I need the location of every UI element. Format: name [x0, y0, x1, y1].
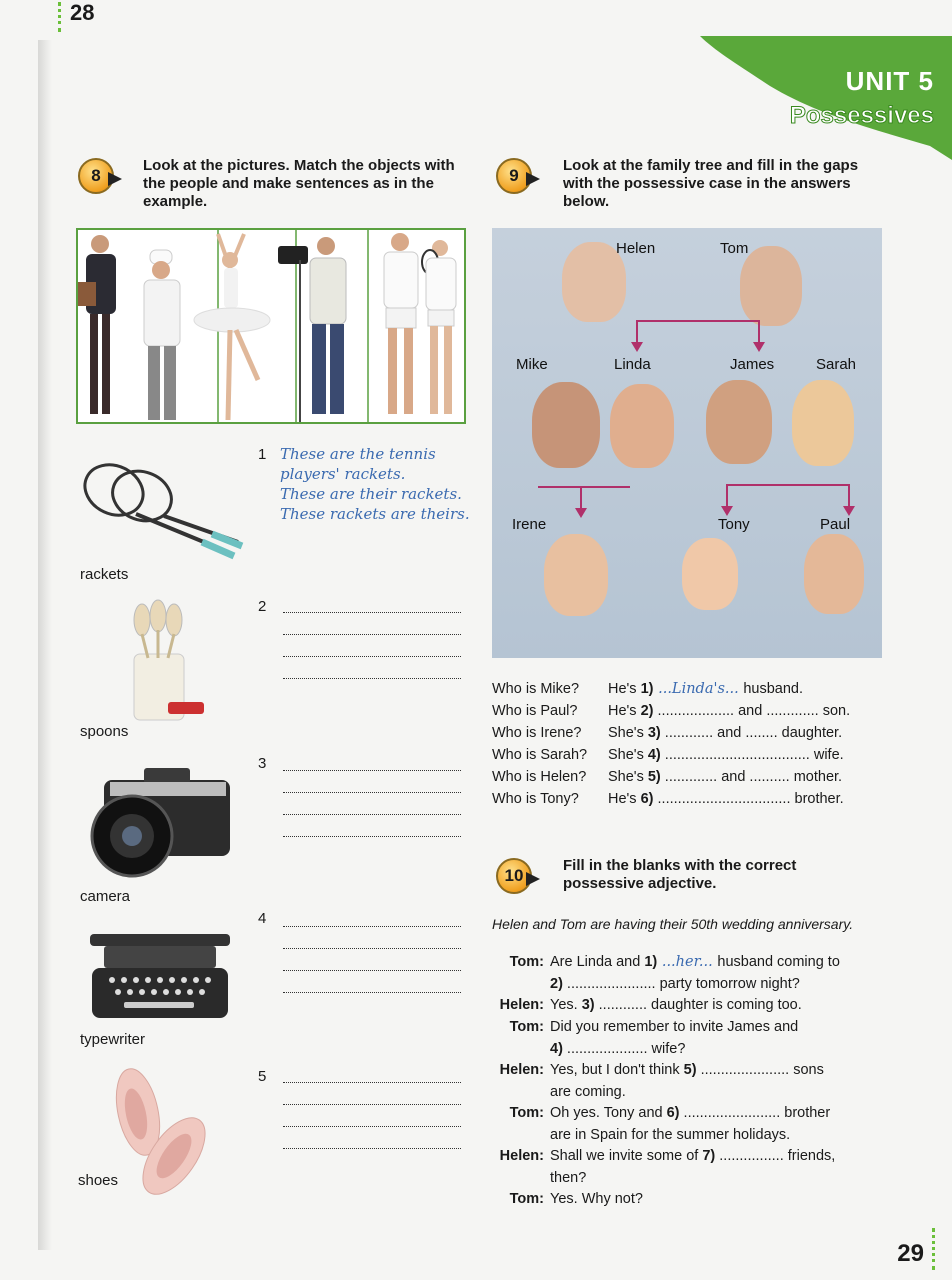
blank-number: 2) [550, 975, 563, 992]
exercise-number: 9 [496, 158, 532, 194]
blank-number: 6) [666, 1105, 680, 1121]
tree-name-helen: Helen [616, 240, 656, 257]
badge-arrow-icon [526, 172, 540, 186]
question: Who is Sarah? [492, 747, 588, 763]
ballet-shoes-icon [104, 1064, 214, 1204]
answer[interactable] [608, 725, 878, 741]
speech-text: .................... wife? [562, 1040, 686, 1057]
example-answer [280, 444, 470, 524]
family-tree [492, 228, 882, 658]
tree-name-james: James [730, 356, 775, 373]
speech [550, 1189, 880, 1211]
object-label: camera [80, 888, 131, 905]
binding-shadow [38, 40, 52, 1250]
answer-line[interactable] [283, 948, 461, 949]
speech-text: Did you remember to invite James and [550, 1019, 799, 1035]
answer-line[interactable] [283, 612, 461, 613]
tree-connector [726, 484, 728, 508]
arrow-down-icon [753, 342, 765, 352]
camera-icon [84, 764, 234, 880]
answer-prefix: She's [608, 725, 648, 741]
exercise-9-badge [496, 158, 540, 194]
tree-connector [538, 486, 630, 488]
tom-photo [740, 246, 802, 326]
speaker: Helen: [499, 997, 544, 1013]
speech-text: are in Spain for the summer holidays. [550, 1126, 791, 1143]
exercise-9-instruction: Look at the family tree and fill in the gaps with the possessive case in the answers below. [563, 157, 859, 210]
blank-number: 5) [647, 769, 661, 785]
answer-prefix: He's [608, 681, 641, 697]
tree-name-sarah: Sarah [816, 356, 857, 373]
page-number: 29 [897, 1240, 924, 1267]
tree-connector [636, 320, 760, 322]
speaker: Helen: [499, 1148, 544, 1164]
speech[interactable] [550, 1146, 880, 1189]
object-label: typewriter [80, 1031, 146, 1048]
speech-text: Shall we invite some of [550, 1148, 703, 1164]
exercise-8-badge [78, 158, 122, 194]
speech[interactable] [550, 995, 880, 1017]
answer-prefix: He's [608, 703, 641, 719]
answer[interactable] [608, 769, 878, 785]
answer-line[interactable] [283, 926, 461, 927]
exercise-10-badge [496, 858, 540, 894]
paul-photo [804, 534, 864, 614]
irene-photo [544, 534, 608, 616]
tree-name-linda: Linda [614, 356, 651, 373]
speech-text: then? [550, 1169, 587, 1186]
blank-number: 1) [640, 681, 654, 697]
filled-blank: ...Linda's... [653, 681, 744, 697]
question: Who is Tony? [492, 791, 579, 807]
answer-line[interactable] [283, 970, 461, 971]
exercise-10-instruction: Fill in the blanks with the correct possessive adjective. [563, 857, 797, 892]
speaker: Tom: [509, 1191, 544, 1207]
object-label: shoes [78, 1172, 119, 1189]
tree-connector [580, 486, 582, 510]
answer[interactable] [608, 791, 878, 807]
answer[interactable] [608, 703, 878, 719]
badge-arrow-icon [526, 872, 540, 886]
item-number: 3 [258, 755, 267, 772]
speech-text: ........................ brother [679, 1105, 831, 1121]
speaker: Tom: [509, 954, 544, 970]
answer-suffix: ................... and ............. son. [653, 703, 851, 719]
answer-line[interactable] [283, 1126, 461, 1127]
example-line: players' rackets. [280, 465, 406, 483]
answer-line[interactable] [283, 678, 461, 679]
question: Who is Paul? [492, 703, 578, 719]
speech[interactable] [550, 1017, 880, 1060]
speech-text: ............ daughter is coming too. [594, 997, 802, 1013]
example-line: These are the tennis [280, 445, 436, 463]
answer-line[interactable] [283, 770, 461, 771]
item-number: 2 [258, 598, 267, 615]
speech-text: Yes. [550, 997, 582, 1013]
tree-connector [726, 484, 850, 486]
item-number: 4 [258, 910, 267, 927]
example-line: These are their rackets. [280, 485, 462, 503]
answer-suffix: husband. [743, 681, 804, 697]
exercise-8-instruction: Look at the pictures. Match the objects with the people and make sentences as in the example. [143, 157, 455, 210]
unit-title: UNIT 5 [845, 66, 934, 96]
previous-page-number: 28 [70, 0, 95, 25]
exercise-10-intro: Helen and Tom are having their 50th wedding anniversary. [492, 916, 854, 932]
answer-suffix: ............. and .......... mother. [660, 769, 843, 785]
answer-line[interactable] [283, 992, 461, 993]
speech-text: are coming. [550, 1083, 626, 1100]
page-edge-dots [932, 1228, 936, 1270]
blank-number: 3) [581, 997, 595, 1013]
speech-text: husband coming to [717, 954, 840, 970]
speech[interactable] [550, 1103, 880, 1146]
object-label: spoons [80, 723, 129, 740]
answer[interactable] [608, 747, 878, 763]
answer-line[interactable] [283, 1082, 461, 1083]
item-number: 1 [258, 446, 267, 463]
blank-number: 3) [647, 725, 661, 741]
answer-line[interactable] [283, 836, 461, 837]
exercise-number: 8 [78, 158, 114, 194]
people-photo [76, 228, 466, 424]
answer-line[interactable] [283, 1148, 461, 1149]
filled-blank: ...her... [657, 954, 718, 970]
example-line: These rackets are theirs. [280, 505, 470, 523]
answer-prefix: She's [608, 769, 648, 785]
blank-number: 1) [644, 954, 658, 970]
speaker: Helen: [499, 1062, 544, 1078]
blank-number: 6) [640, 791, 654, 807]
badge-arrow-icon [108, 172, 122, 186]
speech-text: Yes. Why not? [550, 1191, 643, 1207]
tennis-rackets-icon [78, 456, 244, 572]
answer-line[interactable] [283, 792, 461, 793]
unit-subtitle: Possessives [789, 102, 934, 129]
answer-prefix: She's [608, 747, 648, 763]
tree-connector [758, 320, 760, 344]
speaker: Tom: [509, 1019, 544, 1035]
tree-name-tony: Tony [718, 516, 750, 533]
blank-number: 2) [640, 703, 654, 719]
sarah-photo [792, 380, 854, 466]
blank-number: 5) [683, 1062, 697, 1078]
spoons-icon [108, 598, 208, 726]
answer-suffix: ............ and ........ daughter. [660, 725, 843, 741]
answer-line[interactable] [283, 656, 461, 657]
speaker: Tom: [509, 1105, 544, 1121]
answer-line[interactable] [283, 634, 461, 635]
question: Who is Helen? [492, 769, 587, 785]
answer-suffix: .................................... wife. [660, 747, 844, 763]
item-number: 5 [258, 1068, 267, 1085]
unit-banner [700, 36, 952, 160]
linda-photo [610, 384, 674, 468]
arrow-down-icon [631, 342, 643, 352]
james-photo [706, 380, 772, 464]
answer-line[interactable] [283, 814, 461, 815]
answer [608, 681, 878, 697]
speech-text: ...................... sons [696, 1062, 824, 1078]
blank-number: 4) [550, 1040, 563, 1057]
speech-text: ...................... party tomorrow night? [562, 975, 800, 992]
tree-connector [636, 320, 638, 344]
people-illustration [78, 230, 466, 424]
speech[interactable] [550, 1060, 880, 1103]
arrow-down-icon [575, 508, 587, 518]
tree-name-mike: Mike [516, 356, 548, 373]
tree-name-paul: Paul [820, 516, 851, 533]
speech-text: Yes, but I don't think [550, 1062, 684, 1078]
blank-number: 4) [647, 747, 661, 763]
speech-text: ................ friends, [715, 1148, 836, 1164]
question: Who is Mike? [492, 681, 580, 697]
speech-text: Oh yes. Tony and [550, 1105, 667, 1121]
exercise-number: 10 [496, 858, 532, 894]
mike-photo [532, 382, 600, 468]
question: Who is Irene? [492, 725, 582, 741]
tony-photo [682, 538, 738, 610]
speech-text: Are Linda and [550, 954, 645, 970]
tree-name-tom: Tom [720, 240, 749, 257]
blank-number: 7) [702, 1148, 716, 1164]
tree-connector [848, 484, 850, 508]
answer-line[interactable] [283, 1104, 461, 1105]
answer-suffix: ................................. brother. [653, 791, 844, 807]
speech[interactable] [550, 952, 880, 995]
tree-name-irene: Irene [512, 516, 547, 533]
page-edge-dots [58, 2, 62, 32]
answer-prefix: He's [608, 791, 641, 807]
typewriter-icon [84, 930, 234, 1026]
arrow-down-icon [843, 506, 855, 516]
arrow-down-icon [721, 506, 733, 516]
object-label: rackets [80, 566, 129, 583]
